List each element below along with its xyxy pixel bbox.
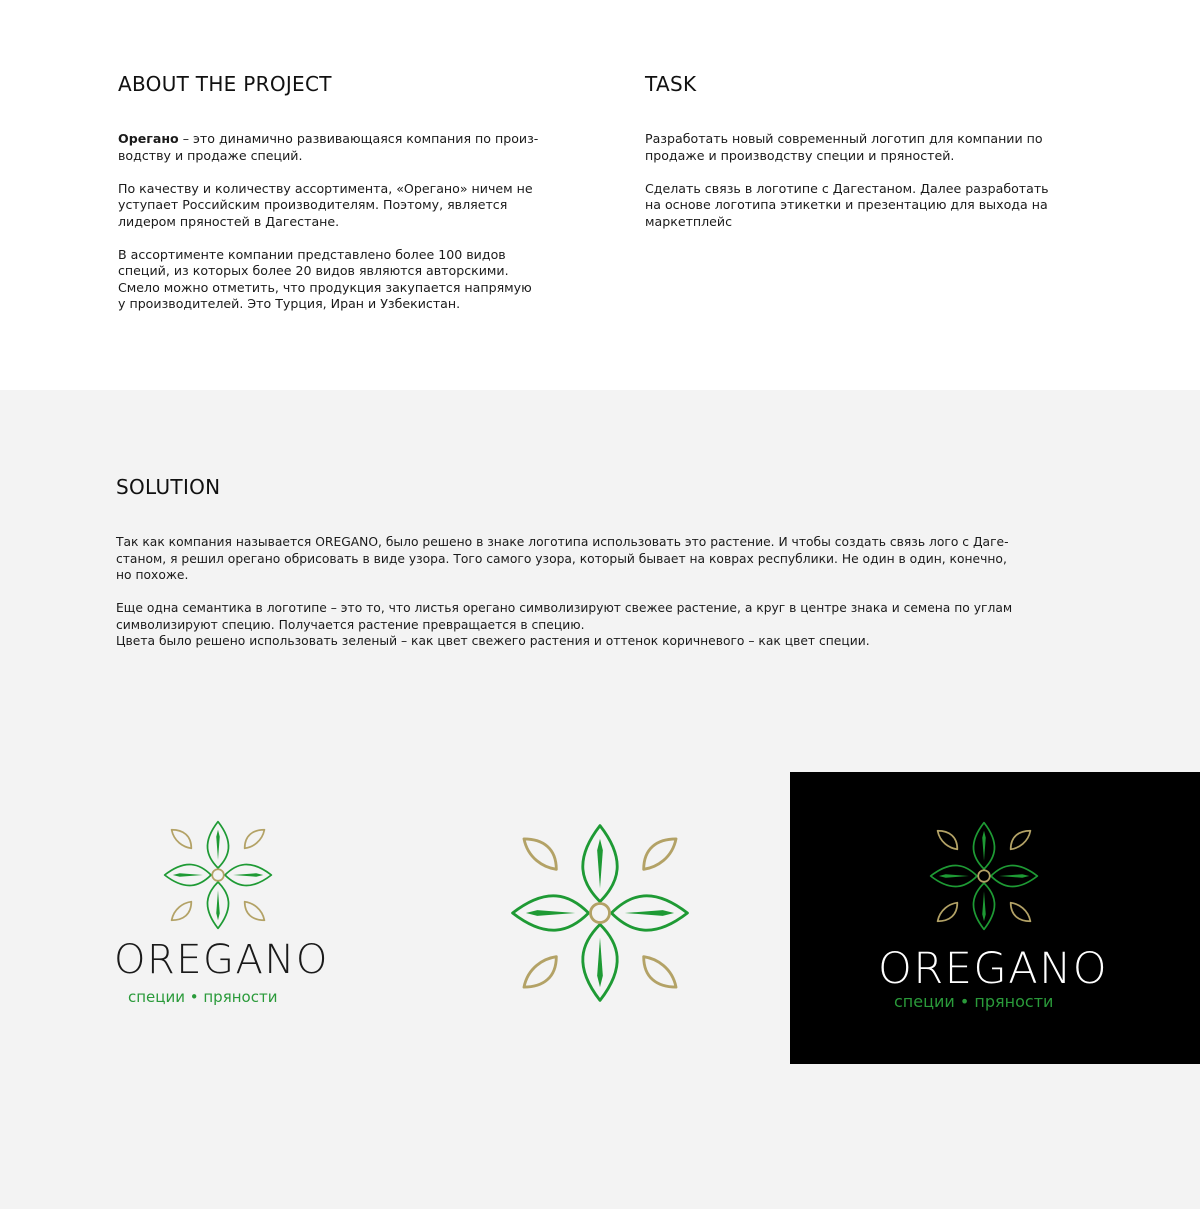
- solution-p2-line2: символизируют специю. Получается растение превращается в специю.: [116, 617, 585, 632]
- about-p3-line3: Смело можно отметить, что продукция закупается напрямую: [118, 279, 532, 295]
- logo-light: [110, 815, 329, 1015]
- oregano-flower-icon: [160, 817, 276, 933]
- about-text: [118, 131, 578, 313]
- about-p1-line1: – это динамично развивающаяся компания по произ-: [178, 131, 539, 146]
- solution-p2-line1: Еще одна семантика в логотипе – это то, что листья орегано символизируют свежее растение, а круг в центре знака и семена по углам: [116, 601, 1013, 615]
- about-brand-name: Орегано: [118, 131, 179, 146]
- logo-dark-tagline: специи • пряности: [894, 992, 1054, 1011]
- solution-p1-line1: Так как компания называется OREGANO, было решено в знаке логотипа использовать это растение. И чтобы создать связь лого с Даге-: [116, 535, 1009, 549]
- solution-text: [116, 534, 1096, 650]
- solution-heading: SOLUTION: [116, 475, 221, 499]
- about-p3-line1: В ассортименте компании представлено более 100 видов: [118, 246, 506, 262]
- logo-light-wordmark: OREGANO: [114, 937, 329, 983]
- task-p1-line1: Разработать новый современный логотип для компании по: [645, 131, 1043, 146]
- oregano-symbol-large-icon: [505, 818, 695, 1008]
- solution-p1-line2: станом, я решил орегано обрисовать в виде узора. Того самого узора, который бывает на коврах республики. Не один в один, конечно,: [116, 551, 1007, 566]
- task-p2-line2: на основе логотипа этикетки и презентацию для выхода на: [645, 197, 1048, 212]
- oregano-flower-dark-icon: [926, 818, 1042, 934]
- task-p2-line3: маркетплейс: [645, 213, 733, 229]
- about-p3-line2: специй, из которых более 20 видов являются авторскими.: [118, 263, 509, 278]
- task-p2-line1: Сделать связь в логотипе с Дагестаном. Далее разработать: [645, 180, 1049, 196]
- about-heading: ABOUT THE PROJECT: [118, 72, 332, 96]
- about-p2-line2: уступает Российским производителям. Поэтому, является: [118, 197, 508, 212]
- about-p1-line2: водству и продаже специй.: [118, 147, 303, 163]
- solution-p2-line3: Цвета было решено использовать зеленый – как цвет свежего растения и оттенок коричневого – как цвет специи.: [116, 634, 870, 648]
- logo-light-tagline: специи • пряности: [128, 988, 278, 1006]
- about-p3-line4: у производителей. Это Турция, Иран и Узбекистан.: [118, 296, 461, 311]
- task-text: [645, 131, 1105, 230]
- logo-dark-panel: [790, 772, 1200, 1064]
- task-p1-line2: продаже и производству специи и пряностей.: [645, 147, 955, 163]
- task-heading: TASK: [645, 72, 697, 96]
- solution-p1-line3: но похоже.: [116, 568, 189, 582]
- logo-dark-wordmark: OREGANO: [878, 944, 1109, 994]
- about-p2-line3: лидером пряностей в Дагестане.: [118, 213, 340, 229]
- about-p2-line1: По качеству и количеству ассортимента, «Орегано» ничем не: [118, 180, 533, 196]
